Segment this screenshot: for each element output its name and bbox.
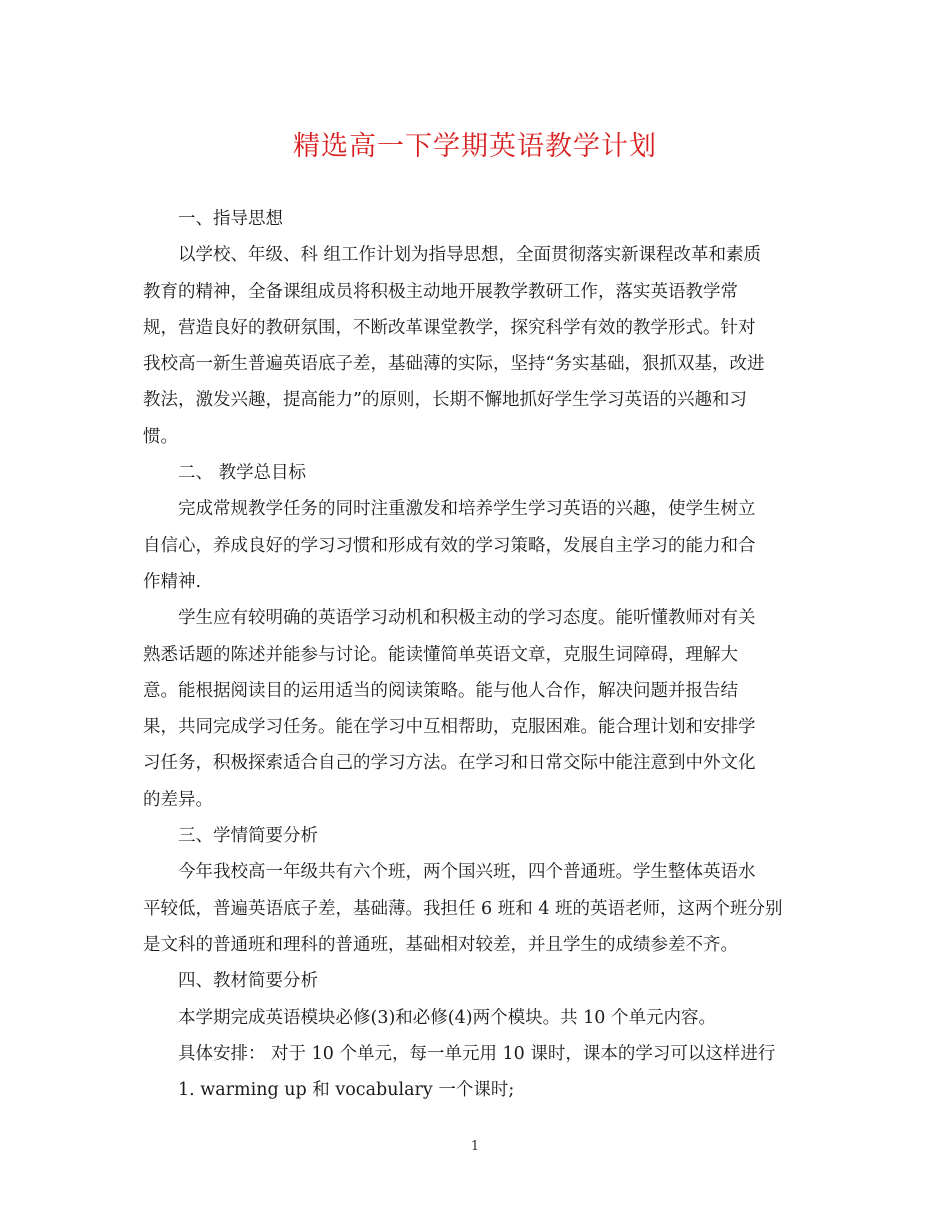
document-line: 教育的精神，全备课组成员将积极主动地开展教学教研工作，落实英语教学常 <box>143 281 738 302</box>
document-line: 完成常规教学任务的同时注重激发和培养学生学习英语的兴趣，使学生树立 <box>178 499 756 520</box>
document-line: 教法，激发兴趣，提高能力”的原则，长期不懈地抓好学生学习英语的兴趣和习 <box>143 390 747 411</box>
document-line: 1. warming up 和 vocabulary 一个课时; <box>178 1080 515 1101</box>
document-line: 意。能根据阅读目的运用适当的阅读策略。能与他人合作，解决问题并报告结 <box>143 680 738 701</box>
document-line: 二、 教学总目标 <box>178 463 307 484</box>
document-line: 一、指导思想 <box>178 209 283 229</box>
document-title: 精选高一下学期英语教学计划 <box>293 131 657 162</box>
document-line: 自信心，养成良好的学习习惯和形成有效的学习策略，发展自主学习的能力和合 <box>143 535 756 556</box>
document-line: 学生应有较明确的英语学习动机和积极主动的学习态度。能听懂教师对有关 <box>178 608 756 629</box>
document-line: 熟悉话题的陈述并能参与讨论。能读懂简单英语文章，克服生词障碍，理解大 <box>143 644 738 665</box>
document-line: 具体安排： 对于 10 个单元，每一单元用 10 课时，课本的学习可以这样进行 <box>178 1043 776 1064</box>
document-line: 的差异。 <box>143 789 213 810</box>
document-line: 习任务，积极探索适合自己的学习方法。在学习和日常交际中能注意到中外文化 <box>143 753 756 774</box>
document-line: 是文科的普通班和理科的普通班，基础相对较差，并且学生的成绩参差不齐。 <box>143 934 738 955</box>
document-line: 本学期完成英语模块必修(3)和必修(4)两个模块。共 10 个单元内容。 <box>178 1007 716 1028</box>
document-line: 规，营造良好的教研氛围，不断改革课堂教学，探究科学有效的教学形式。针对 <box>143 317 756 338</box>
document-line: 惯。 <box>143 426 178 447</box>
document-line: 作精神. <box>143 571 202 592</box>
document-line: 我校高一新生普遍英语底子差，基础薄的实际，坚持“务实基础，狠抓双基，改进 <box>143 354 765 375</box>
document-line: 三、学情简要分析 <box>178 826 318 847</box>
document-body <box>143 201 807 1108</box>
document-line: 四、教材简要分析 <box>178 971 318 992</box>
page-number: 1 <box>470 1139 480 1154</box>
document-line: 果，共同完成学习任务。能在学习中互相帮助，克服困难。能合理计划和安排学 <box>143 717 756 738</box>
document-line: 平较低，普遍英语底子差，基础薄。我担任 6 班和 4 班的英语老师，这两个班分别 <box>143 898 783 919</box>
document-line: 以学校、年级、科 组工作计划为指导思想，全面贯彻落实新课程改革和素质 <box>178 245 762 266</box>
document-line: 今年我校高一年级共有六个班，两个国兴班，四个普通班。学生整体英语水 <box>178 862 756 883</box>
